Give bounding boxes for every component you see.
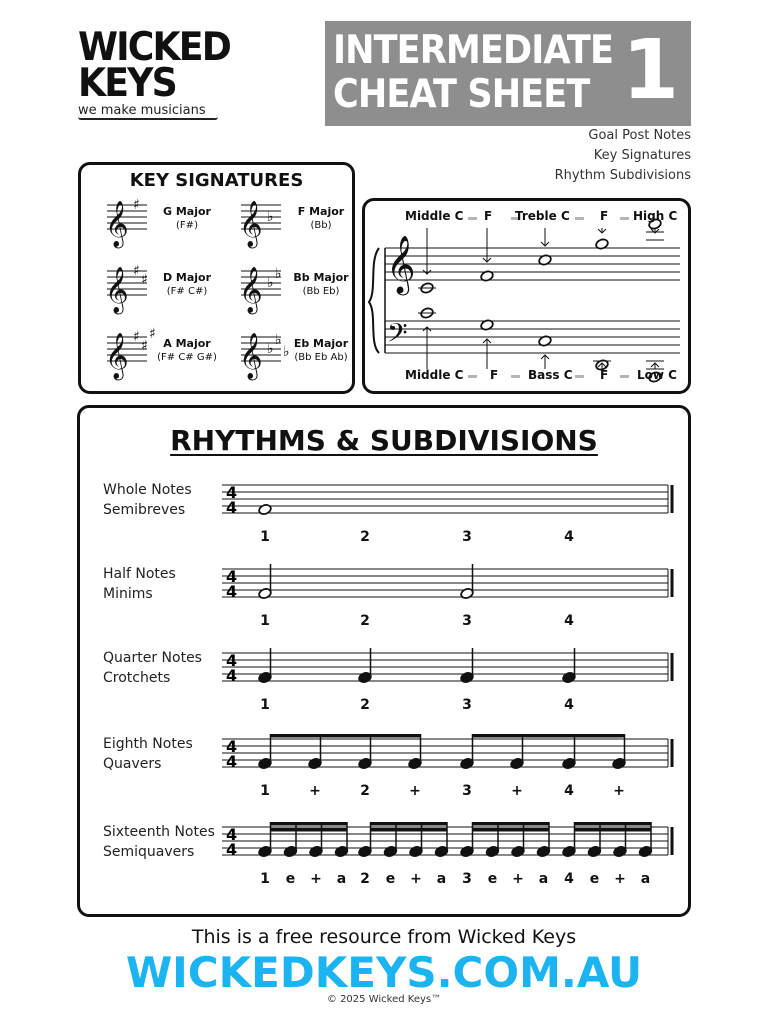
rhythm-alt-name: Crotchets xyxy=(103,670,171,686)
time-signature-top: 4 xyxy=(226,567,238,586)
beat-count: 4 xyxy=(564,529,574,545)
beat-count: 2 xyxy=(360,783,370,799)
beat-count: 3 xyxy=(462,613,472,629)
copyright: © 2025 Wicked Keys™ xyxy=(326,994,442,1005)
logo-word-1: WICKED xyxy=(78,25,230,70)
flat-icon: ♭ xyxy=(267,275,274,291)
footer-note: This is a free resource from Wicked Keys xyxy=(191,926,577,948)
beat-count: a xyxy=(640,871,651,887)
beam xyxy=(270,828,348,832)
key-signature-name: A Major xyxy=(163,337,211,350)
beam xyxy=(370,828,448,832)
flat-icon: ♭ xyxy=(275,332,282,348)
beat-count: a xyxy=(336,871,347,887)
rhythm-alt-name: Minims xyxy=(103,586,153,602)
rhythm-staff xyxy=(222,653,668,681)
wicked-keys-logo xyxy=(78,25,230,120)
flat-icon: ♭ xyxy=(267,209,274,225)
beat-count: e xyxy=(487,871,498,887)
key-signature-name: Eb Major xyxy=(293,337,349,350)
rhythm-row-label xyxy=(103,564,176,604)
beat-count: + xyxy=(410,871,422,887)
rhythms-title: RHYTHMS & SUBDIVISIONS xyxy=(170,424,598,457)
website-link[interactable]: WICKEDKEYS.COM.AU xyxy=(125,948,643,997)
flat-icon: ♭ xyxy=(275,266,282,282)
beat-count: 4 xyxy=(564,697,574,713)
key-signature-notes: (Bb Eb) xyxy=(302,286,340,297)
beat-count: + xyxy=(613,783,625,799)
beat-count: a xyxy=(538,871,549,887)
beam xyxy=(574,822,652,826)
time-signature-top: 4 xyxy=(226,825,238,844)
topic-item: Goal Post Notes xyxy=(588,128,691,143)
goal-post-label-top: Middle C xyxy=(405,209,464,223)
key-signature-notes: (F#) xyxy=(176,220,198,231)
flat-icon: ♭ xyxy=(267,341,274,357)
rhythm-name: Half Notes xyxy=(103,566,176,582)
beat-count: + xyxy=(512,871,524,887)
beat-count: e xyxy=(285,871,296,887)
sharp-icon: ♯ xyxy=(133,329,140,345)
key-signatures-panel xyxy=(78,162,355,394)
page-title-line-1: INTERMEDIATE xyxy=(333,28,614,73)
time-signature-top: 4 xyxy=(226,737,238,756)
beat-count: 3 xyxy=(462,871,472,887)
sharp-icon: ♯ xyxy=(141,272,148,288)
rhythm-name: Sixteenth Notes xyxy=(103,824,215,840)
beat-count: e xyxy=(385,871,396,887)
beat-count: 2 xyxy=(360,871,370,887)
treble-clef-icon: 𝄞 xyxy=(105,333,129,379)
beat-count: e xyxy=(589,871,600,887)
brace xyxy=(369,248,379,353)
goal-post-label-bottom: Low C xyxy=(637,368,677,382)
beat-count: 3 xyxy=(462,529,472,545)
time-signature-bottom: 4 xyxy=(226,666,238,685)
logo-tagline: we make musicians xyxy=(78,103,206,118)
separator-dash xyxy=(620,217,629,220)
beam xyxy=(574,828,652,832)
time-signature-bottom: 4 xyxy=(226,840,238,859)
bass-staff xyxy=(385,321,680,353)
separator-dash xyxy=(511,375,520,378)
beam xyxy=(472,828,550,832)
rhythm-row-label xyxy=(103,480,192,520)
rhythm-staff xyxy=(222,485,668,513)
beat-count: 2 xyxy=(360,529,370,545)
beat-count: 1 xyxy=(260,613,270,629)
beat-count: + xyxy=(309,783,321,799)
rhythm-row-label xyxy=(103,648,202,688)
beat-count: 1 xyxy=(260,871,270,887)
separator-dash xyxy=(575,217,584,220)
sharp-icon: ♯ xyxy=(133,197,140,213)
key-signature-name: D Major xyxy=(162,271,212,284)
separator-dash xyxy=(468,217,477,220)
sheet-number: 1 xyxy=(621,23,679,118)
goal-post-label-bottom: F xyxy=(600,368,609,382)
bass-clef-icon: 𝄢 xyxy=(387,317,408,355)
sharp-icon: ♯ xyxy=(149,326,156,342)
beam xyxy=(370,822,448,826)
topic-list xyxy=(555,126,691,186)
beat-count: 4 xyxy=(564,783,574,799)
treble-clef-icon: 𝄞 xyxy=(239,333,263,379)
rhythms-panel xyxy=(77,405,691,917)
beat-count: 2 xyxy=(360,613,370,629)
treble-clef-icon: 𝄞 xyxy=(105,267,129,313)
rhythm-name: Quarter Notes xyxy=(103,650,202,666)
rhythm-name: Eighth Notes xyxy=(103,736,193,752)
topic-item: Key Signatures xyxy=(593,148,691,163)
rhythm-alt-name: Quavers xyxy=(103,756,162,772)
sharp-icon: ♯ xyxy=(141,338,148,354)
beat-count: 2 xyxy=(360,697,370,713)
key-signature-notes: (F# C# G#) xyxy=(157,352,217,363)
beat-count: 4 xyxy=(564,613,574,629)
treble-clef-icon: 𝄞 xyxy=(105,201,129,247)
goal-post-label-top: F xyxy=(484,209,493,223)
rhythm-staff xyxy=(222,569,668,597)
grand-staff xyxy=(365,201,688,391)
beat-count: 1 xyxy=(260,529,270,545)
beat-count: 4 xyxy=(564,871,574,887)
beam xyxy=(472,822,550,826)
topic-item: Rhythm Subdivisions xyxy=(554,168,691,183)
sharp-icon: ♯ xyxy=(133,263,140,279)
goal-post-label-top: Treble C xyxy=(515,209,570,223)
key-signature-name: F Major xyxy=(297,205,345,218)
key-signature-notes: (F# C#) xyxy=(166,286,208,297)
rhythm-alt-name: Semiquavers xyxy=(103,844,195,860)
time-signature-top: 4 xyxy=(226,483,238,502)
time-signature-top: 4 xyxy=(226,651,238,670)
key-signature-name: G Major xyxy=(163,205,211,218)
beam xyxy=(270,822,348,826)
beat-count: + xyxy=(511,783,523,799)
treble-clef-icon: 𝄞 xyxy=(239,267,263,313)
page-title xyxy=(333,29,613,117)
rhythm-staff xyxy=(222,739,668,767)
page-title-line-2: CHEAT SHEET xyxy=(333,72,590,117)
rhythm-alt-name: Semibreves xyxy=(103,502,186,518)
goal-post-label-top: High C xyxy=(633,209,678,223)
goal-post-label-bottom: Middle C xyxy=(405,368,464,382)
logo-word-2: KEYS xyxy=(78,61,176,106)
treble-staff xyxy=(385,248,680,280)
key-signature-notes: (Bb Eb Ab) xyxy=(294,352,348,363)
flat-icon: ♭ xyxy=(283,344,290,360)
separator-dash xyxy=(620,375,629,378)
beat-count: a xyxy=(436,871,447,887)
beat-count: 3 xyxy=(462,783,472,799)
beat-count: + xyxy=(614,871,626,887)
goal-post-label-bottom: Bass C xyxy=(528,368,573,382)
beam xyxy=(270,734,421,738)
key-signatures-title: KEY SIGNATURES xyxy=(129,170,304,191)
key-signature-notes: (Bb) xyxy=(310,220,332,231)
beat-count: 1 xyxy=(260,783,270,799)
key-signature-name: Bb Major xyxy=(293,271,349,284)
time-signature-bottom: 4 xyxy=(226,752,238,771)
time-signature-bottom: 4 xyxy=(226,498,238,517)
goal-post-notes-panel xyxy=(362,198,691,394)
beat-count: 3 xyxy=(462,697,472,713)
rhythm-row-label xyxy=(103,822,215,862)
treble-clef-icon: 𝄞 xyxy=(239,201,263,247)
note-head xyxy=(258,503,272,515)
beat-count: + xyxy=(310,871,322,887)
time-signature-bottom: 4 xyxy=(226,582,238,601)
separator-dash xyxy=(468,375,477,378)
goal-post-label-bottom: F xyxy=(490,368,499,382)
separator-dash xyxy=(575,375,584,378)
beam xyxy=(472,734,625,738)
beat-count: 1 xyxy=(260,697,270,713)
beat-count: + xyxy=(409,783,421,799)
treble-clef-icon: 𝄞 xyxy=(386,235,416,293)
rhythm-row-label xyxy=(103,734,193,774)
goal-post-label-top: F xyxy=(600,209,609,223)
rhythm-name: Whole Notes xyxy=(103,482,192,498)
title-banner xyxy=(325,21,691,126)
